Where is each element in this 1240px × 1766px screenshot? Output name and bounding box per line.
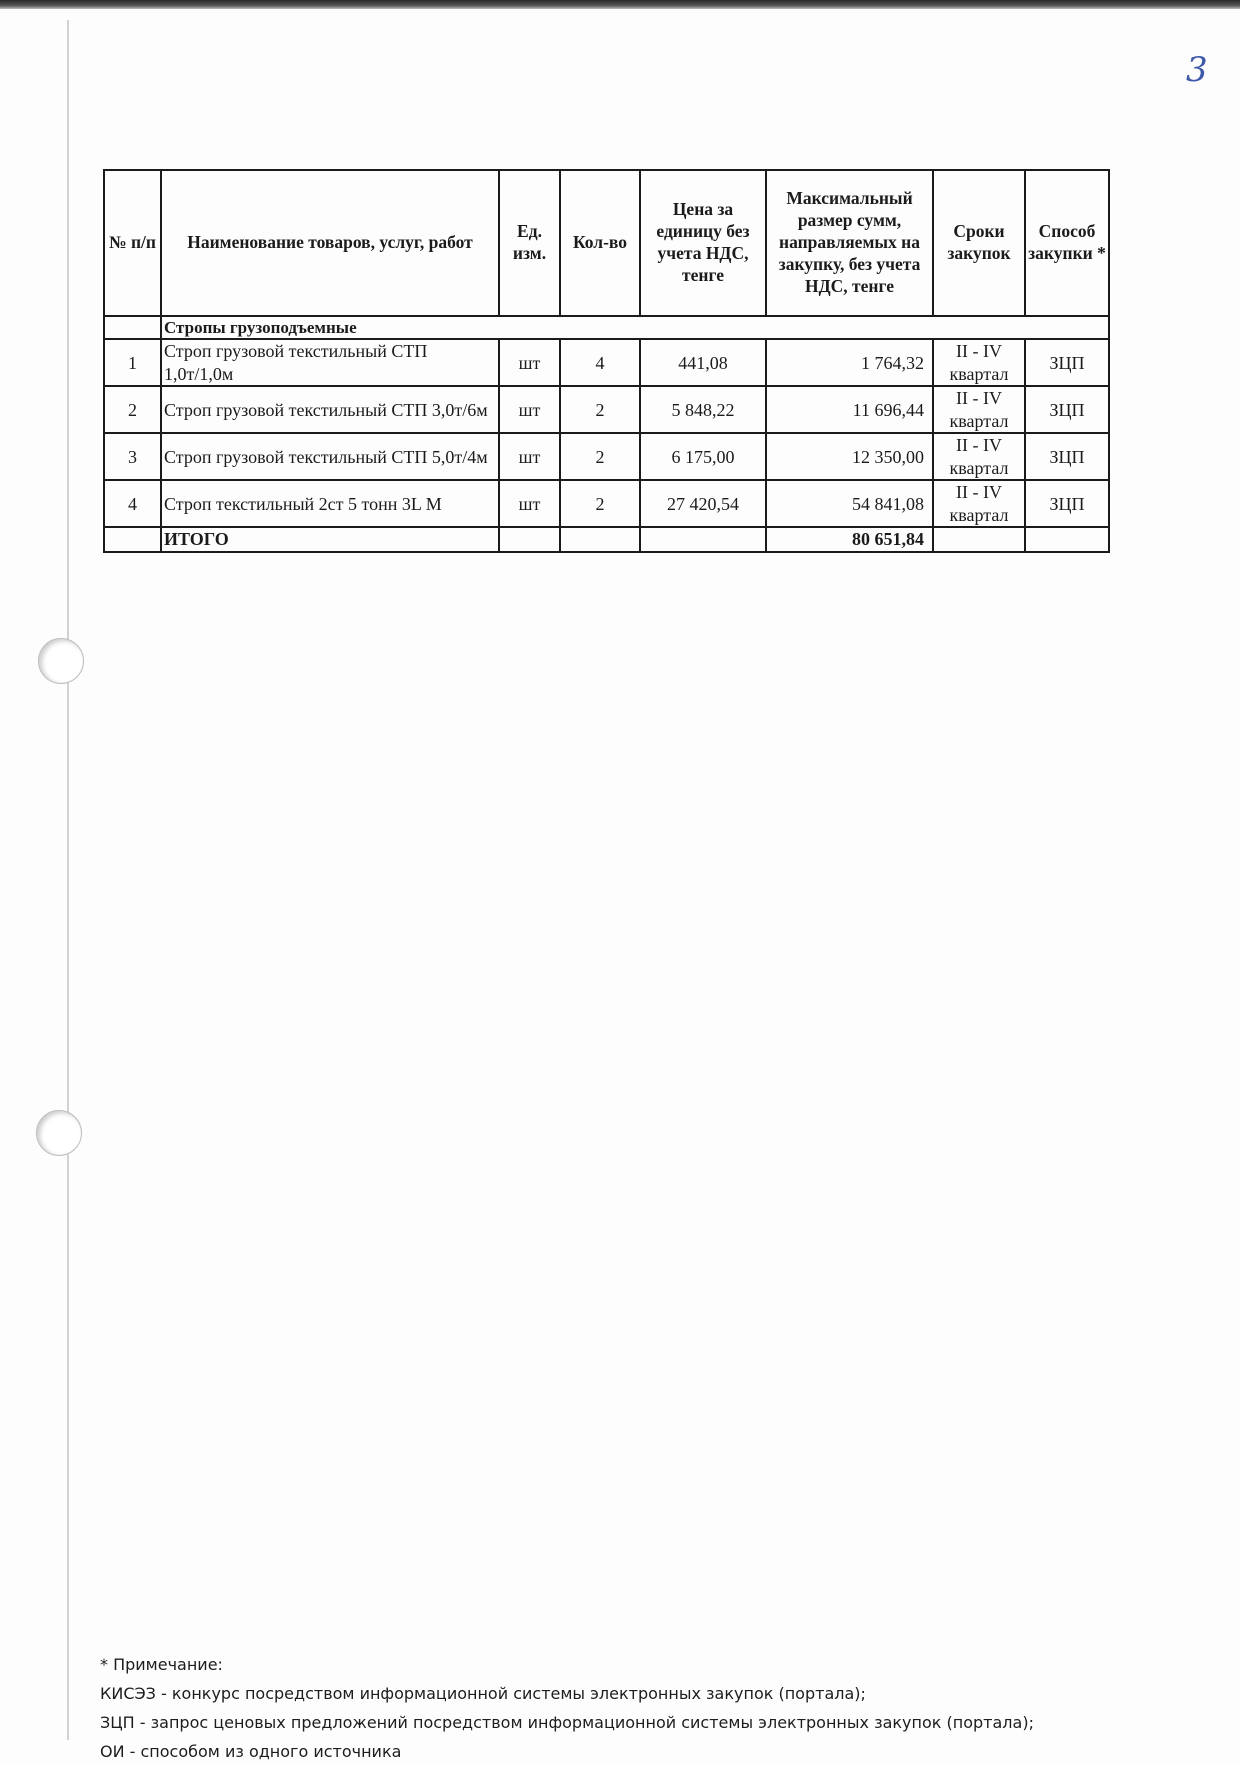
row-name: Строп грузовой текстильный СТП 1,0т/1,0м <box>161 339 499 386</box>
footnote-line: ОИ - способом из одного источника <box>100 1742 402 1761</box>
row-terms: II - IV квартал <box>933 339 1025 386</box>
row-num: 1 <box>104 339 161 386</box>
row-method: ЗЦП <box>1025 386 1109 433</box>
total-label: ИТОГО <box>161 527 499 552</box>
total-empty-cell <box>499 527 560 552</box>
footnote-line: КИСЭЗ - конкурс посредством информационной системы электронных закупок (портала); <box>100 1684 866 1703</box>
row-qty: 2 <box>560 480 640 527</box>
row-terms: II - IV квартал <box>933 480 1025 527</box>
procurement-table <box>103 169 1110 553</box>
row-qty: 2 <box>560 433 640 480</box>
row-qty: 4 <box>560 339 640 386</box>
row-name: Строп грузовой текстильный СТП 3,0т/6м <box>161 386 499 433</box>
row-name: Строп грузовой текстильный СТП 5,0т/4м <box>161 433 499 480</box>
header-max-sum: Максимальный размер сумм, направляемых на закупку, без учета НДС, тенге <box>766 170 933 316</box>
handwritten-page-number: 3 <box>1186 50 1208 90</box>
total-value: 80 651,84 <box>766 527 933 552</box>
row-price: 27 420,54 <box>640 480 766 527</box>
footnote-line: ЗЦП - запрос ценовых предложений посредством информационной системы электронных закупок (портала); <box>100 1713 1034 1732</box>
total-empty-cell <box>104 527 161 552</box>
header-price: Цена за единицу без учета НДС, тенге <box>640 170 766 316</box>
row-num: 3 <box>104 433 161 480</box>
row-terms: II - IV квартал <box>933 386 1025 433</box>
header-qty: Кол-во <box>560 170 640 316</box>
row-price: 6 175,00 <box>640 433 766 480</box>
table-header-row <box>104 170 1109 316</box>
margin-line <box>67 20 69 1740</box>
row-num: 2 <box>104 386 161 433</box>
total-empty-cell <box>1025 527 1109 552</box>
group-row <box>104 316 1109 339</box>
row-num: 4 <box>104 480 161 527</box>
punch-hole <box>38 638 84 684</box>
row-terms: II - IV квартал <box>933 433 1025 480</box>
table-row <box>104 386 1109 433</box>
punch-hole <box>36 1110 82 1156</box>
total-empty-cell <box>933 527 1025 552</box>
row-sum: 11 696,44 <box>766 386 933 433</box>
row-unit: шт <box>499 480 560 527</box>
footnote-block <box>100 1650 1200 1766</box>
group-num-cell <box>104 316 161 339</box>
table-row <box>104 339 1109 386</box>
header-method: Способ закупки * <box>1025 170 1109 316</box>
header-num: № п/п <box>104 170 161 316</box>
row-unit: шт <box>499 339 560 386</box>
row-sum: 12 350,00 <box>766 433 933 480</box>
row-sum: 1 764,32 <box>766 339 933 386</box>
row-sum: 54 841,08 <box>766 480 933 527</box>
group-title: Стропы грузоподъемные <box>161 316 1109 339</box>
table-row <box>104 480 1109 527</box>
row-method: ЗЦП <box>1025 480 1109 527</box>
row-name: Строп текстильный 2ст 5 тонн 3L M <box>161 480 499 527</box>
table-row <box>104 433 1109 480</box>
row-unit: шт <box>499 386 560 433</box>
row-method: ЗЦП <box>1025 433 1109 480</box>
row-price: 441,08 <box>640 339 766 386</box>
header-unit: Ед. изм. <box>499 170 560 316</box>
header-name: Наименование товаров, услуг, работ <box>161 170 499 316</box>
row-price: 5 848,22 <box>640 386 766 433</box>
row-qty: 2 <box>560 386 640 433</box>
header-terms: Сроки закупок <box>933 170 1025 316</box>
total-empty-cell <box>560 527 640 552</box>
total-row <box>104 527 1109 552</box>
row-unit: шт <box>499 433 560 480</box>
row-method: ЗЦП <box>1025 339 1109 386</box>
scan-top-edge <box>0 0 1240 9</box>
total-empty-cell <box>640 527 766 552</box>
footnote-title: * Примечание: <box>100 1655 223 1674</box>
